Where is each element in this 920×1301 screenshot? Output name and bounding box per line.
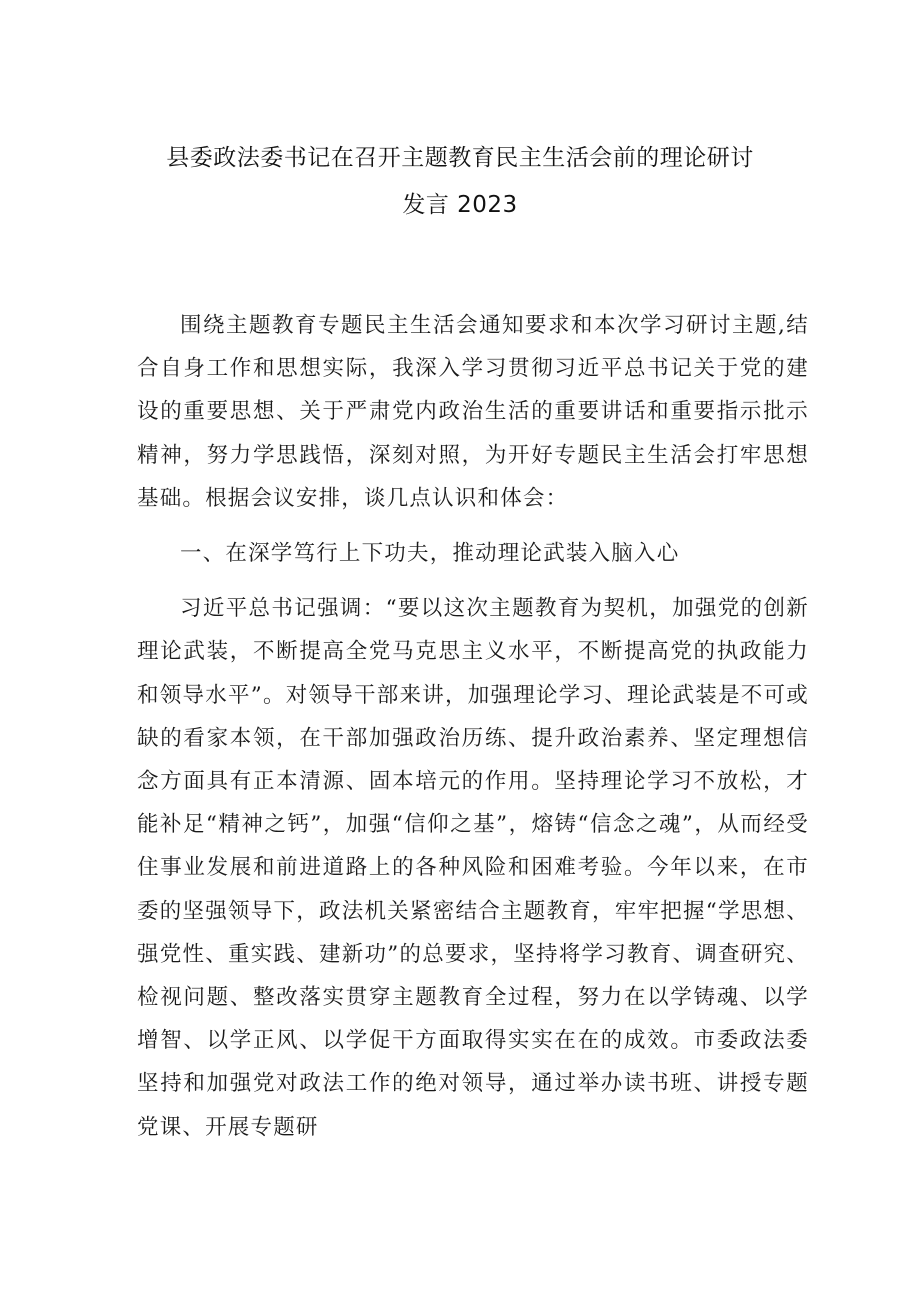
document-title-line-1: 县委政法委书记在召开主题教育民主生活会前的理论研讨 <box>166 145 754 171</box>
intro-paragraph: 围绕主题教育专题民主生活会通知要求和本次学习研讨主题,结合自身工作和思想实际，我深入学习贯彻习近平总书记关于党的建设的重要思想、关于严肃党内政治生活的重要讲话和重要指示批示精神，努力学思践悟，深刻对照，为开好专题民主生活会打牢思想基础。根据会议安排，谈几点认识和体会： <box>137 313 809 511</box>
document-title-line-2: 发言 2023 <box>402 192 518 218</box>
body-paragraph: 习近平总书记强调：“要以这次主题教育为契机，加强党的创新理论武装，不断提高全党马克思主义水平，不断提高党的执政能力和领导水平”。对领导干部来讲，加强理论学习、理论武装是不可或缺的看家本领，在干部加强政治历练、提升政治素养、坚定理想信念方面具有正本清源、固本培元的作用。坚持理论学习不放松，才能补足“精神之钙”，加强“信仰之基”，熔铸“信念之魂”，从而经受住事业发展和前进道路上的各种风险和困难考验。今年以来，在市委的坚强领导下，政法机关紧密结合主题教育，牢牢把握“学思想、强党性、重实践、建新功”的总要求，坚持将学习教育、调查研究、检视问题、整改落实贯穿主题教育全过程，努力在以学铸魂、以学增智、以学正风、以学促干方面取得实实在在的成效。市委政法委坚持和加强党对政法工作的绝对领导，通过举办读书班、讲授专题党课、开展专题研 <box>137 596 809 1140</box>
section-heading-1: 一、在深学笃行上下功夫，推动理论武装入脑入心 <box>180 541 680 567</box>
document-body <box>137 304 809 1149</box>
